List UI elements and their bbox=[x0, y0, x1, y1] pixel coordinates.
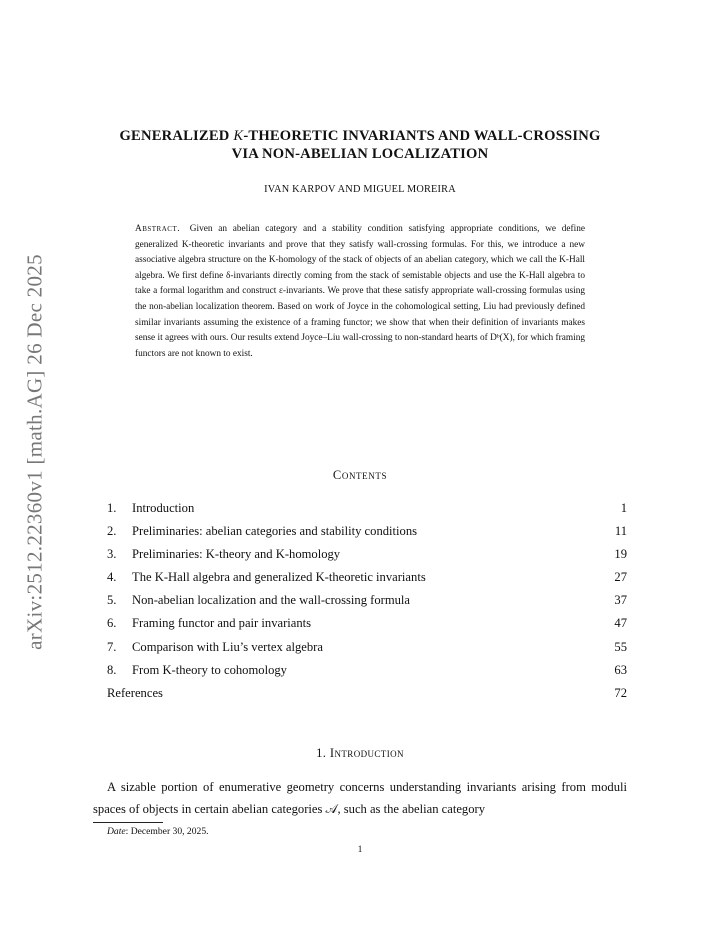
arxiv-stamp-text: arXiv:2512.22360v1 [math.AG] 26 Dec 2025 bbox=[22, 254, 47, 650]
contents-heading: Contents bbox=[332, 468, 388, 482]
toc-title: From K-theory to cohomology bbox=[132, 662, 287, 677]
toc-title: Preliminaries: K-theory and K-homology bbox=[132, 547, 341, 562]
toc-number: 3. bbox=[107, 547, 117, 562]
abstract bbox=[135, 222, 585, 362]
toc-title: Framing functor and pair invariants bbox=[132, 616, 312, 631]
toc-page: 1 bbox=[620, 501, 627, 515]
toc-title: Introduction bbox=[132, 501, 195, 515]
toc-page: 37 bbox=[614, 593, 627, 608]
toc-entry[interactable] bbox=[107, 499, 627, 522]
title-line-2: VIA NON-ABELIAN LOCALIZATION bbox=[231, 146, 489, 162]
toc-number: 7. bbox=[107, 639, 117, 654]
toc-page: 47 bbox=[614, 616, 627, 631]
footnote-label: Date bbox=[107, 826, 126, 837]
toc-entry[interactable] bbox=[107, 661, 627, 684]
toc-page: 27 bbox=[614, 570, 627, 585]
toc-page: 11 bbox=[614, 524, 627, 539]
toc-number: 1. bbox=[107, 501, 117, 515]
section-number: 1. bbox=[316, 746, 327, 760]
toc-page: 19 bbox=[614, 547, 627, 562]
toc-entry[interactable] bbox=[107, 545, 627, 568]
abstract-body: Given an abelian category and a stability condition satisfying appropriate conditions, we define generalized K-theoretic invariants and prove that they satisfy wall-crossing formulas. For this, we introduce a new associative algebra structure on the K-homology of the stack of objects of an abelian category, which we call the K-Hall algebra. We first define δ-invariants directly coming from the stack of semistable objects and use the K-Hall algebra to take a formal logarithm and construct ε-invariants. We prove that these satisfy appropriate wall-crossing formulas using the non-abelian localization theorem. Based on work of Joyce in the cohomological setting, Liu had previously defined similar invariants assuming the existence of a framing functor; we show that when their definition of invariants makes sense it agrees with ours. Our results extend Joyce–Liu wall-crossing to non-standard hearts of Dᵇ(X), for which framing functors are not known to exist. bbox=[135, 224, 586, 359]
toc-entry[interactable] bbox=[107, 591, 627, 614]
toc-title: Comparison with Liu’s vertex algebra bbox=[132, 639, 323, 654]
paper-title bbox=[80, 127, 640, 163]
paper-authors: IVAN KARPOV AND MIGUEL MOREIRA bbox=[264, 184, 456, 195]
arxiv-identifier-stamp bbox=[19, 244, 51, 660]
toc-entry[interactable] bbox=[107, 568, 627, 591]
toc-title: Non-abelian localization and the wall-crossing formula bbox=[132, 593, 411, 608]
toc-page: 55 bbox=[614, 639, 627, 654]
toc-entry-references[interactable] bbox=[107, 684, 627, 707]
toc-number: 4. bbox=[107, 570, 117, 585]
footnote-rule bbox=[93, 822, 163, 823]
title-k-symbol: K bbox=[233, 128, 244, 144]
toc-entry[interactable] bbox=[107, 638, 627, 661]
toc-number: 5. bbox=[107, 593, 117, 608]
toc-page: 72 bbox=[614, 685, 627, 700]
toc-title: Preliminaries: abelian categories and stability conditions bbox=[132, 524, 418, 539]
toc-entry[interactable] bbox=[107, 522, 627, 545]
page-number: 1 bbox=[357, 844, 363, 855]
intro-paragraph: A sizable portion of enumerative geometry concerns understanding invariants arising from moduli spaces of objects in certain abelian categories 𝒜, such as the abelian category bbox=[93, 780, 627, 816]
toc-title: References bbox=[107, 685, 163, 700]
toc-number: 8. bbox=[107, 662, 117, 677]
title-line-1 bbox=[80, 127, 640, 145]
table-of-contents bbox=[107, 499, 627, 707]
section-heading bbox=[80, 746, 640, 761]
toc-number: 2. bbox=[107, 524, 117, 539]
toc-title: The K-Hall algebra and generalized K-theoretic invariants bbox=[132, 570, 426, 585]
title-part: GENERALIZED bbox=[119, 128, 234, 144]
toc-page: 63 bbox=[614, 662, 627, 677]
abstract-heading: Abstract. bbox=[135, 224, 181, 234]
toc-entry[interactable] bbox=[107, 614, 627, 637]
date-footnote bbox=[107, 826, 209, 837]
footnote-value: : December 30, 2025. bbox=[125, 826, 209, 837]
section-title: Introduction bbox=[329, 746, 404, 760]
title-part: -THEORETIC INVARIANTS AND WALL-CROSSING bbox=[243, 128, 601, 144]
toc-number: 6. bbox=[107, 616, 117, 631]
